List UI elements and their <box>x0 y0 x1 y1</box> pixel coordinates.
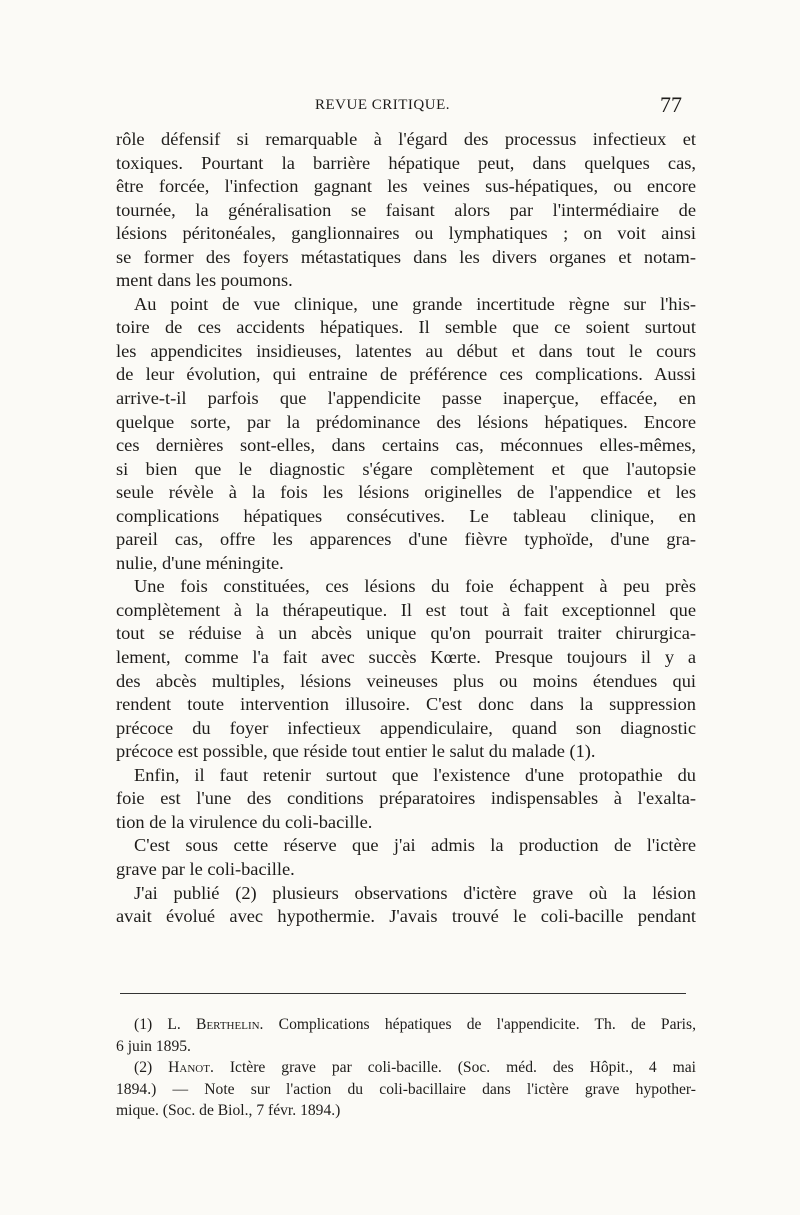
body-line: précoce du foyer infectieux appendiculaire, quand son diagnostic <box>116 717 696 738</box>
body-line: quelque sorte, par la prédominance des lésions hépatiques. Encore <box>116 411 696 432</box>
body-line: complications hépatiques consécutives. Le tableau clinique, en <box>116 505 696 526</box>
body-line: nulie, d'une méningite. <box>116 552 284 573</box>
body-line: Une fois constituées, ces lésions du foie échappent à peu près <box>134 576 696 597</box>
body-line: J'ai publié (2) plusieurs observations d'ictère grave où la lésion <box>134 882 696 903</box>
body-line: Au point de vue clinique, une grande incertitude règne sur l'his- <box>134 293 696 314</box>
body-line: seule révèle à la fois les lésions originelles de l'appendice et les <box>116 482 696 503</box>
body-line: des abcès multiples, lésions veineuses plus ou moins étendues qui <box>116 670 696 691</box>
body-line: foie est l'une des conditions préparatoires indispensables à l'exalta- <box>116 788 696 809</box>
body-line: arrive-t-il parfois que l'appendicite passe inaperçue, effacée, en <box>116 388 696 409</box>
body-line: avait évolué avec hypothermie. J'avais trouvé le coli-bacille pendant <box>116 906 696 927</box>
body-line: toire de ces accidents hépatiques. Il semble que ce soient surtout <box>116 317 696 338</box>
footnotes <box>116 1014 696 1122</box>
body-line: ment dans les poumons. <box>116 270 293 291</box>
footnote-2 <box>116 1057 696 1079</box>
body-line: tion de la virulence du coli-bacille. <box>116 811 373 832</box>
footnote-2-continued: 1894.) — Note sur l'action du coli-bacillaire dans l'ictère grave hypother- <box>116 1080 696 1098</box>
footnote-2-continued: mique. (Soc. de Biol., 7 févr. 1894.) <box>116 1102 341 1119</box>
body-line: complètement à la thérapeutique. Il est tout à fait exceptionnel que <box>116 599 696 620</box>
footnote-1 <box>116 1014 696 1036</box>
body-line: tournée, la généralisation se faisant alors par l'intermédiaire de <box>116 199 696 220</box>
body-line: Enfin, il faut retenir surtout que l'existence d'une protopathie du <box>134 764 696 785</box>
footnote-divider <box>120 993 686 994</box>
body-line: toxiques. Pourtant la barrière hépatique peut, dans quelques cas, <box>116 152 696 173</box>
body-line: ces dernières sont-elles, dans certains cas, méconnues elles-mêmes, <box>116 435 696 456</box>
footnote-2-author: Hanot. <box>168 1059 214 1076</box>
body-line: être forcée, l'infection gagnant les veines sus-hépatiques, ou encore <box>116 176 696 197</box>
body-line: pareil cas, offre les apparences d'une fièvre typhoïde, d'une gra- <box>116 529 696 550</box>
footnote-1-author: L. Berthelin. <box>167 1016 264 1033</box>
body-line: de leur évolution, qui entraine de préférence ces complications. Aussi <box>116 364 696 385</box>
body-line: les appendicites insidieuses, latentes au début et dans tout le cours <box>116 340 696 361</box>
body-line: lement, comme l'a fait avec succès Kœrte. Presque toujours il y a <box>116 647 696 668</box>
page-number: 77 <box>660 92 682 117</box>
footnote-2-ref: (2) <box>134 1059 153 1076</box>
body-line: rôle défensif si remarquable à l'égard des processus infectieux et <box>116 129 696 149</box>
body-line: rendent toute intervention illusoire. C'est donc dans la suppression <box>116 694 696 715</box>
footnote-1-continued: 6 juin 1895. <box>116 1037 191 1055</box>
body-line: tout se réduise à un abcès unique qu'on pourrait traiter chirurgica- <box>116 623 696 644</box>
body-line: se former des foyers métastatiques dans les divers organes et notam- <box>116 246 696 267</box>
body-line: grave par le coli-bacille. <box>116 858 295 879</box>
footnote-1-text: Complications hépatiques de l'appendicite. Th. de Paris, <box>278 1016 696 1033</box>
body-line: précoce est possible, que réside tout entier le salut du malade (1). <box>116 741 596 762</box>
body-text <box>116 128 696 929</box>
running-head: REVUE CRITIQUE. <box>315 97 450 113</box>
body-line: si bien que le diagnostic s'égare complètement et que l'autopsie <box>116 458 696 479</box>
footnote-1-ref: (1) <box>134 1016 153 1033</box>
body-line: lésions péritonéales, ganglionnaires ou lymphatiques ; on voit ainsi <box>116 223 696 244</box>
body-line: C'est sous cette réserve que j'ai admis la production de l'ictère <box>134 835 696 856</box>
footnote-2-text: Ictère grave par coli-bacille. (Soc. méd. des Hôpit., 4 mai <box>229 1059 697 1076</box>
